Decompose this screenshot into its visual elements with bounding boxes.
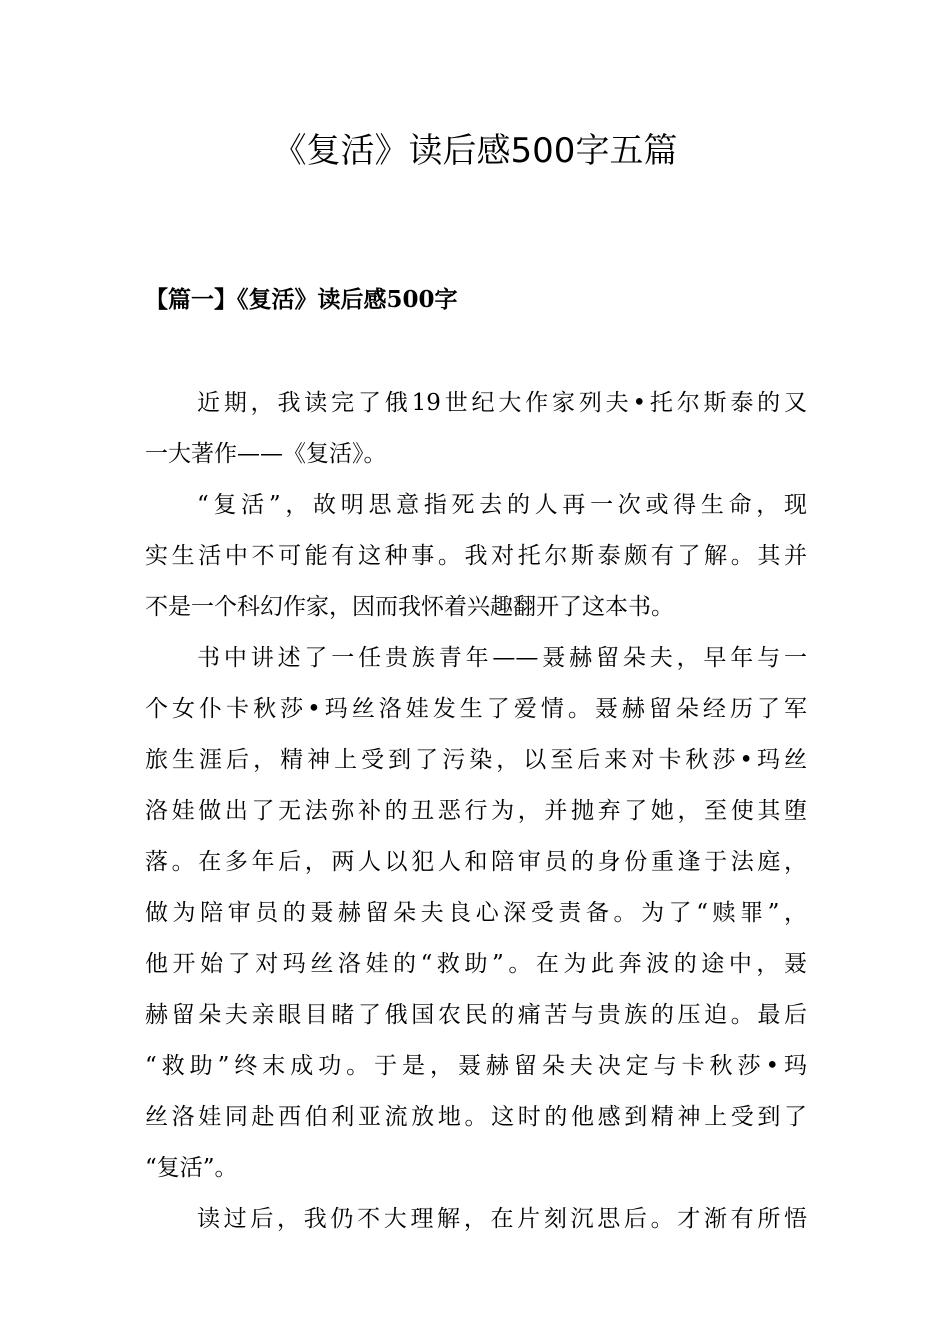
document-title: 《复活》读后感500字五篇 xyxy=(272,131,678,171)
paragraph-line: 赫留朵夫亲眼目睹了俄国农民的痛苦与贵族的压迫。最后 xyxy=(145,1002,807,1028)
paragraph-line: 他开始了对玛丝洛娃的“救助”。在为此奔波的途中，聂 xyxy=(145,951,807,977)
paragraph xyxy=(145,378,807,480)
paragraph-line: “复活”。 xyxy=(145,1155,238,1181)
paragraph-line: 落。在多年后，两人以犯人和陪审员的身份重逢于法庭， xyxy=(145,849,807,875)
paragraph-line: 旅生涯后，精神上受到了污染，以至后来对卡秋莎•玛丝 xyxy=(145,747,807,773)
paragraph-line: 实生活中不可能有这种事。我对托尔斯泰颇有了解。其并 xyxy=(145,543,807,569)
paragraph-line: 读过后，我仍不大理解，在片刻沉思后。才渐有所悟 xyxy=(197,1206,807,1232)
paragraph-line: “复活”，故明思意指死去的人再一次或得生命，现 xyxy=(197,492,807,518)
paragraph-line: 丝洛娃同赴西伯利亚流放地。这时的他感到精神上受到了 xyxy=(145,1104,807,1130)
section-heading: 【篇一】《复活》读后感500字 xyxy=(145,286,458,313)
paragraph-line: 近期，我读完了俄19世纪大作家列夫•托尔斯泰的又 xyxy=(197,390,807,416)
paragraph-line: 书中讲述了一任贵族青年——聂赫留朵夫，早年与一 xyxy=(197,645,807,671)
document-body xyxy=(145,378,807,1245)
paragraph xyxy=(145,1194,807,1245)
paragraph-line: “救助”终末成功。于是，聂赫留朵夫决定与卡秋莎•玛 xyxy=(145,1053,807,1079)
paragraph-line: 不是一个科幻作家，因而我怀着兴趣翻开了这本书。 xyxy=(145,594,674,620)
paragraph-line: 做为陪审员的聂赫留朵夫良心深受责备。为了“赎罪”， xyxy=(145,900,807,926)
paragraph-line: 一大著作——《复活》。 xyxy=(145,441,387,467)
paragraph xyxy=(145,480,807,633)
paragraph-line: 洛娃做出了无法弥补的丑恶行为，并抛弃了她，至使其堕 xyxy=(145,798,807,824)
paragraph xyxy=(145,633,807,1194)
paragraph-line: 个女仆卡秋莎•玛丝洛娃发生了爱情。聂赫留朵经历了军 xyxy=(145,696,807,722)
